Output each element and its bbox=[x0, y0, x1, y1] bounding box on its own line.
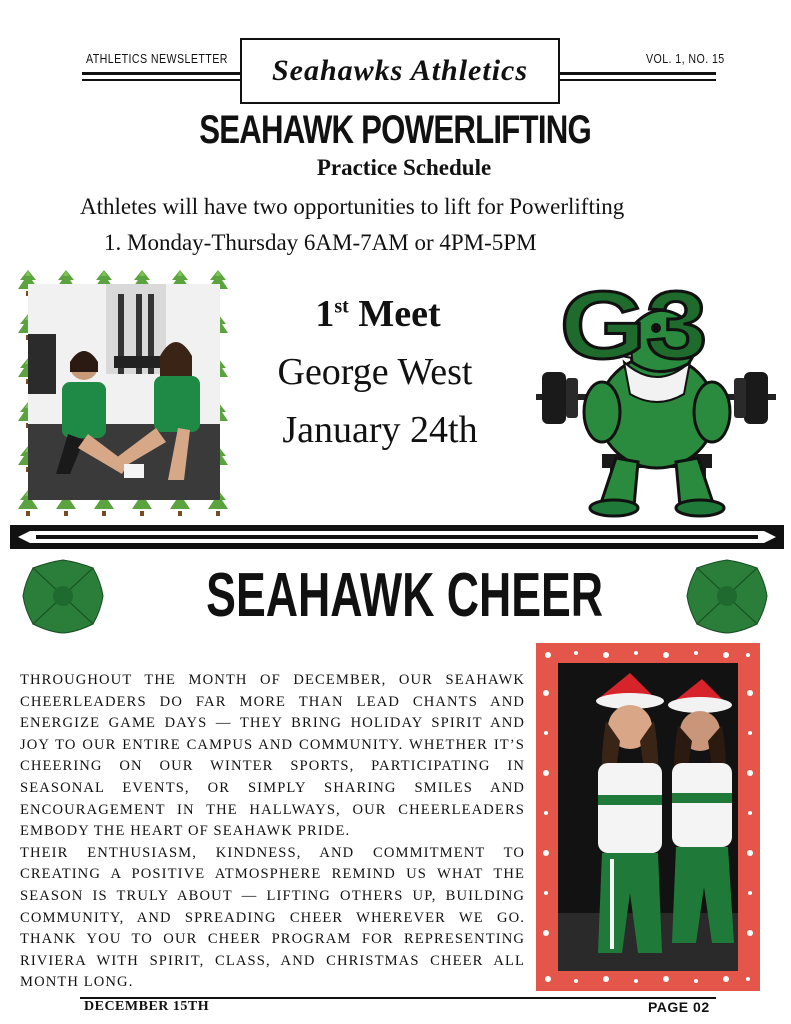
schedule-item-text: Monday-Thursday 6AM-7AM or 4PM-5PM bbox=[127, 230, 537, 255]
header-rule-right-top bbox=[556, 72, 716, 75]
schedule-item bbox=[104, 230, 537, 256]
cheer-article bbox=[20, 670, 525, 994]
footer-page-number: PAGE 02 bbox=[648, 999, 710, 1015]
header-rule-left-top bbox=[82, 72, 240, 75]
schedule-item-number: 1. bbox=[104, 230, 122, 255]
masthead-title: Seahawks Athletics bbox=[240, 38, 560, 104]
header-rule-left-bottom bbox=[82, 79, 240, 81]
section-divider bbox=[10, 525, 784, 549]
powerlifting-photo-frame bbox=[14, 268, 234, 518]
g3-seahawk-logo bbox=[532, 262, 782, 524]
meet-date: January 24th bbox=[282, 409, 478, 451]
cheer-photo-frame bbox=[536, 643, 760, 991]
footer-date: DECEMBER 15TH bbox=[84, 999, 210, 1014]
cheer-paragraph-1: THROUGHOUT THE MONTH OF DECEMBER, OUR SEAHAWK CHEERLEADERS DO FAR MORE THAN LEAD CHANTS AND ENERGIZE GAME DAYS — THEY BRING HOLIDAY SPIRIT AND JOY TO OUR ENTIRE CAMPUS AND COMMUNITY. WHETHER IT’S CHEERING ON OUR WINTER SPORTS, PARTICIPATING IN SEASONAL EVENTS, OR SIMPLY SHARING SMILES AND ENCOURAGEMENT IN THE HALLWAYS, OUR CHEERLEADERS EMBODY THE HEART OF SEAHAWK PRIDE. bbox=[20, 672, 525, 840]
g3-letters: G3 bbox=[560, 270, 708, 379]
header-issue: VOL. 1, NO. 15 bbox=[646, 51, 725, 66]
powerlifting-title: SEAHAWK POWERLIFTING bbox=[199, 108, 592, 152]
meet-ordinal-number: 1 bbox=[315, 293, 335, 335]
meet-location: George West bbox=[277, 351, 473, 393]
meet-heading bbox=[278, 292, 478, 336]
meet-ordinal-suffix: st bbox=[334, 295, 349, 318]
divider-center-line bbox=[36, 535, 758, 539]
header-left-label: ATHLETICS NEWSLETTER bbox=[86, 51, 228, 66]
powerlifting-title-wrap bbox=[0, 108, 791, 153]
cheer-title-wrap bbox=[0, 560, 791, 631]
practice-schedule-heading: Practice Schedule bbox=[316, 155, 492, 180]
meet-label: Meet bbox=[358, 293, 441, 335]
powerlifting-intro: Athletes will have two opportunities to lift for Powerlifting bbox=[80, 194, 625, 219]
cheer-title: SEAHAWK CHEER bbox=[206, 561, 604, 630]
cheer-paragraph-2: THEIR ENTHUSIASM, KINDNESS, AND COMMITMENT TO CREATING A POSITIVE ATMOSPHERE REMIND US WHAT THE SEASON IS TRULY ABOUT — LIFTING OTHERS UP, BUILDING COMMUNITY, AND SPREADING CHEER WHEREVER WE GO. THANK YOU TO OUR CHEER PROGRAM FOR REPRESENTING RIVIERA WITH SPIRIT, CLASS, AND CHRISTMAS CHEER ALL MONTH LONG. bbox=[20, 844, 525, 991]
header-rule-right-bottom bbox=[556, 79, 716, 81]
powerlifting-athletes-photo bbox=[28, 284, 220, 500]
cheerleaders-photo bbox=[558, 663, 738, 971]
